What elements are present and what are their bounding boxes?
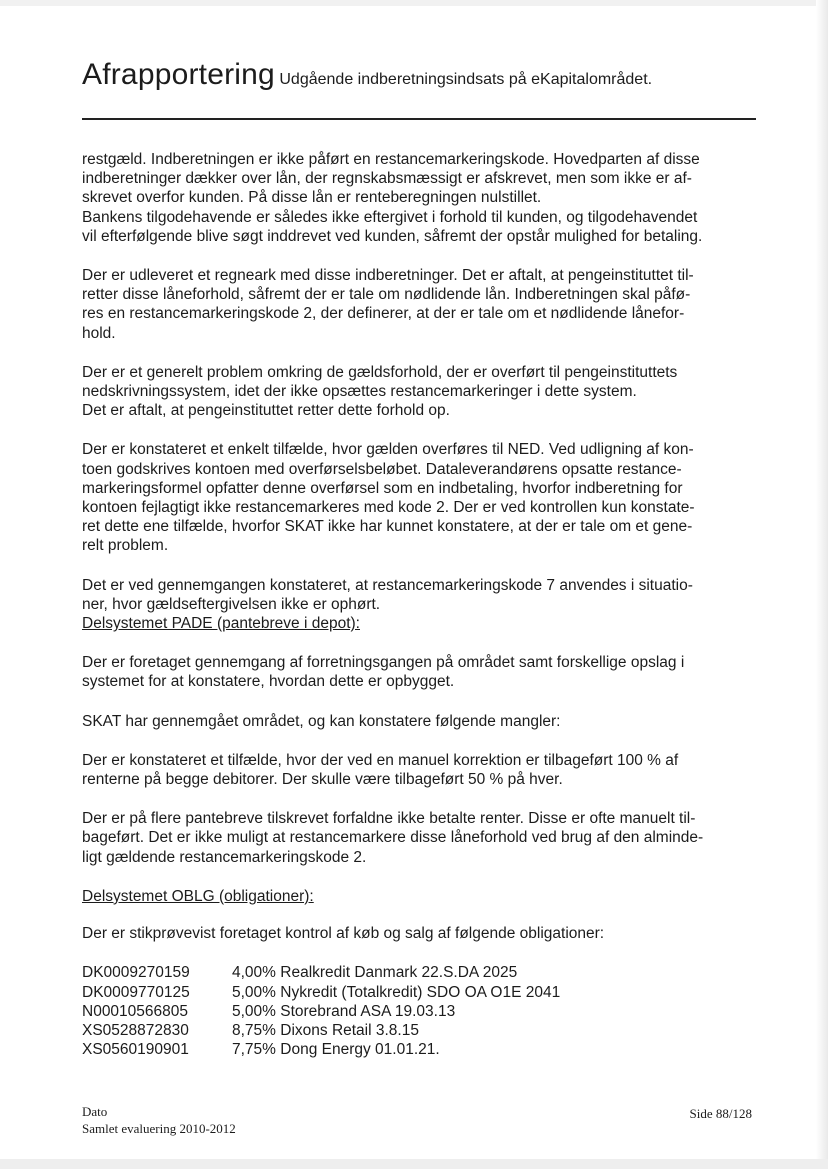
text-line: Det er aftalt, at pengeinstituttet retter dette forhold op. (82, 402, 450, 420)
section-heading-oblg: Delsystemet OBLG (obligationer): (82, 887, 314, 905)
bond-description: 5,00% Storebrand ASA 19.03.13 (232, 1002, 456, 1020)
scan-edge-top (0, 0, 828, 6)
scan-edge-bottom (0, 1159, 828, 1169)
text-line: kontoen fejlagtigt ikke restancemarkeres med kode 2. Der er ved kontrollen kun konstate- (82, 499, 695, 517)
text-line: res en restancemarkeringskode 2, der definerer, at der er tale om et nødlidende lånefor- (82, 305, 685, 323)
text-line: Bankens tilgodehavende er således ikke eftergivet i forhold til kunden, og tilgodehavendet (82, 208, 698, 226)
text-line: ret dette ene tilfælde, hvorfor SKAT ikke har kunnet konstatere, at der er tale om et gene- (82, 518, 693, 536)
text-line: systemet for at konstatere, hvordan dette er opbygget. (82, 673, 455, 691)
page-header (82, 58, 762, 92)
bond-row (82, 1021, 754, 1040)
bond-description: 5,00% Nykredit (Totalkredit) SDO OA O1E 2041 (232, 983, 561, 1001)
bond-row (82, 963, 754, 982)
text-line: indberetninger dækker over lån, der regnskabsmæssigt er afskrevet, men som ikke er af- (82, 170, 692, 188)
text-line: Der er et generelt problem omkring de gældsforhold, der er overført til pengeinstituttets (82, 363, 678, 381)
text-line: vil efterfølgende blive søgt inddrevet ved kunden, såfremt der opstår mulighed for betaling. (82, 227, 703, 245)
footer-document-name: Samlet evaluering 2010-2012 (82, 1121, 236, 1136)
text-line: markeringsformel opfatter denne overførsel som en indbetaling, hvorfor indberetning for (82, 479, 683, 497)
text-line: Der er konstateret et enkelt tilfælde, hvor gælden overføres til NED. Ved udligning af kon- (82, 441, 694, 459)
bond-code: DK0009270159 (82, 964, 190, 982)
text-line: relt problem. (82, 537, 169, 555)
bond-description: 8,75% Dixons Retail 3.8.15 (232, 1021, 419, 1039)
text-line: bageført. Det er ikke muligt at restancemarkere disse låneforhold ved brug af den alminde- (82, 829, 704, 847)
paragraph-3 (82, 363, 754, 421)
paragraph-5 (82, 576, 754, 634)
bond-code: DK0009770125 (82, 983, 190, 1001)
bond-description: 4,00% Realkredit Danmark 22.S.DA 2025 (232, 964, 518, 982)
paragraph-2 (82, 266, 754, 343)
text-line: retter disse låneforhold, såfremt der er tale om nødlidende lån. Indberetningen skal påfø- (82, 286, 691, 304)
text-line: Der er konstateret et tilfælde, hvor der ved en manuel korrektion er tilbageført 100 % af (82, 751, 679, 769)
header-subtitle: Udgående indberetningsindsats på eKapitalområdet. (279, 71, 653, 88)
page-number: Side 88/128 (689, 1106, 752, 1121)
bond-description: 7,75% Dong Energy 01.01.21. (232, 1041, 440, 1059)
oblg-intro (82, 924, 754, 943)
text-line: ligt gældende restancemarkeringskode 2. (82, 848, 367, 866)
text-line: SKAT har gennemgået området, og kan konstatere følgende mangler: (82, 712, 561, 730)
bond-row (82, 1040, 754, 1059)
text-line: skrevet overfor kunden. På disse lån er renteberegningen nulstillet. (82, 189, 542, 207)
text-line: restgæld. Indberetningen er ikke påført en restancemarkeringskode. Hovedparten af disse (82, 151, 700, 168)
scan-edge-right (816, 0, 828, 1169)
bond-row (82, 1002, 754, 1021)
text-line: toen godskrives kontoen med overførselsbeløbet. Dataleverandørens opsatte restance- (82, 460, 682, 478)
text-line: Der er foretaget gennemgang af forretningsgangen på området samt forskellige opslag i (82, 654, 685, 672)
bond-code: N00010566805 (82, 1002, 189, 1020)
document-body (82, 150, 754, 1059)
text-line: Det er ved gennemgangen konstateret, at restancemarkeringskode 7 anvendes i situatio- (82, 576, 693, 594)
bond-list (82, 963, 754, 1059)
text-line: renterne på begge debitorer. Der skulle være tilbageført 50 % på hver. (82, 771, 563, 789)
pade-paragraph-4 (82, 809, 754, 867)
text-line: hold. (82, 324, 116, 342)
pade-paragraph-1 (82, 653, 754, 691)
paragraph-1 (82, 150, 754, 246)
text-line: Der er stikprøvevist foretaget kontrol af køb og salg af følgende obligationer: (82, 925, 605, 943)
bond-row (82, 983, 754, 1002)
header-rule (82, 118, 756, 120)
text-line: Der er udleveret et regneark med disse indberetninger. Det er aftalt, at pengeinstituttet til- (82, 267, 694, 285)
paragraph-4 (82, 440, 754, 555)
bond-code: XS0560190901 (82, 1041, 189, 1059)
section-heading-pade: Delsystemet PADE (pantebreve i depot): (82, 615, 360, 633)
text-line: ner, hvor gældseftergivelsen ikke er ophørt. (82, 595, 381, 613)
pade-paragraph-3 (82, 751, 754, 789)
text-line: nedskrivningssystem, idet der ikke opsættes restancemarkeringer i dette system. (82, 383, 637, 401)
page-footer (82, 1103, 752, 1137)
oblg-heading-block (82, 887, 754, 906)
pade-paragraph-2 (82, 712, 754, 731)
text-line: Der er på flere pantebreve tilskrevet forfaldne ikke betalte renter. Disse er ofte manuelt til- (82, 810, 696, 828)
bond-code: XS0528872830 (82, 1021, 189, 1039)
footer-date-label: Dato (82, 1104, 108, 1119)
header-title: Afrapportering (82, 58, 275, 91)
